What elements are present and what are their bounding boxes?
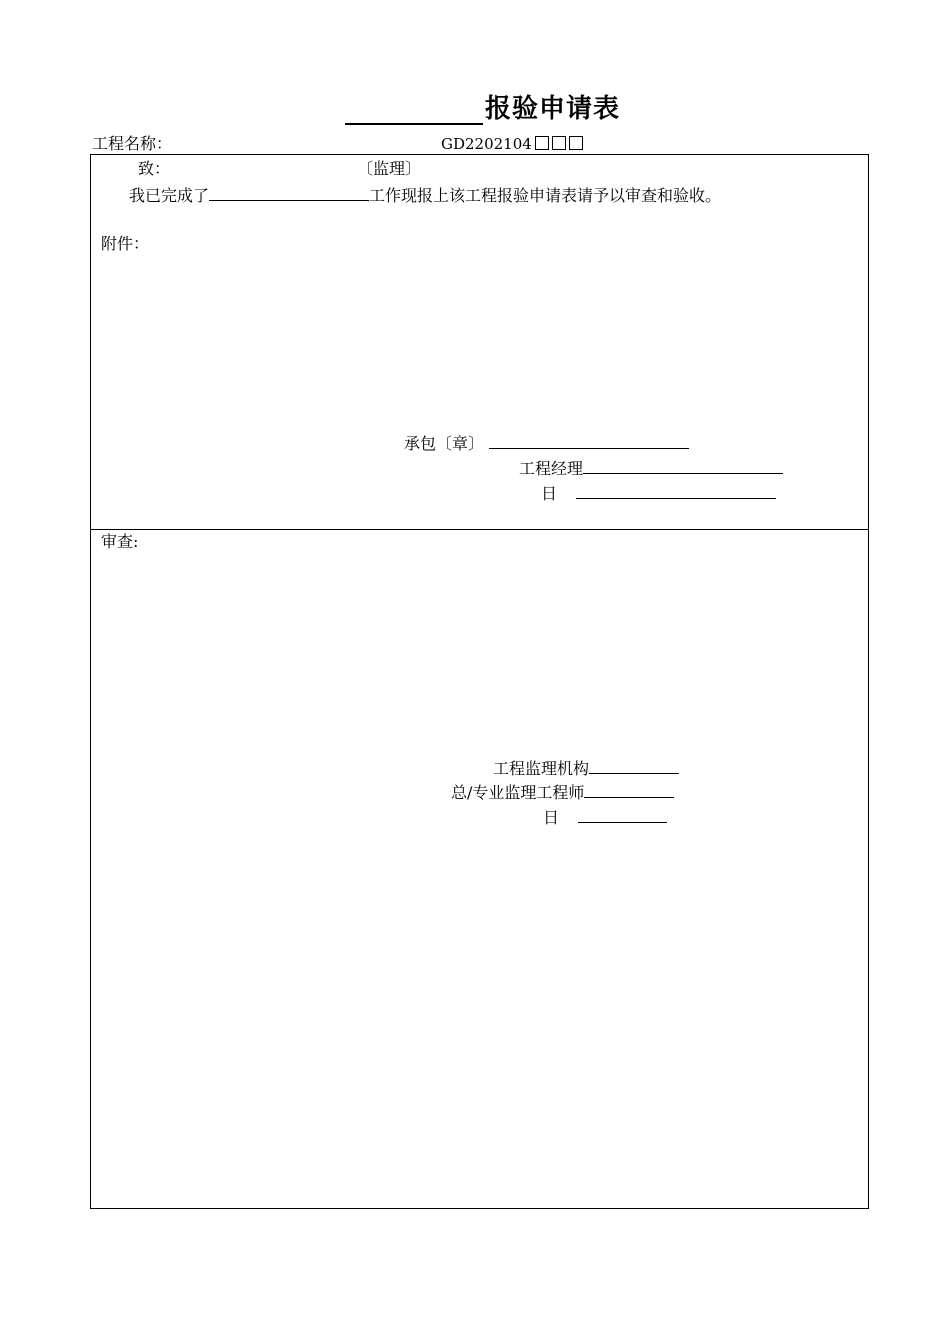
project-name-label: 工程名称： xyxy=(92,134,173,153)
supervision-org-label: 工程监理机构 xyxy=(493,759,590,778)
title-text: 报验申请表 xyxy=(485,94,621,124)
pm-signature-row xyxy=(519,457,783,479)
pm-label: 工程经理 xyxy=(519,459,584,478)
section1-date-label: 日 xyxy=(541,484,558,503)
review-label: 审查: xyxy=(101,532,139,551)
section1-date-blank[interactable] xyxy=(576,482,776,499)
title-blank-line[interactable] xyxy=(345,95,483,125)
section2-date-blank[interactable] xyxy=(578,806,667,823)
section-divider xyxy=(90,529,869,530)
form-title xyxy=(345,88,620,125)
statement-prefix: 我已完成了 xyxy=(129,186,210,205)
contractor-signature-row xyxy=(404,432,689,454)
form-code-text: GD2202104 xyxy=(441,135,532,153)
completion-statement xyxy=(129,184,721,206)
attachment-label: 附件： xyxy=(101,234,150,253)
supervisor-signature-blank[interactable] xyxy=(584,781,674,798)
contractor-label: 承包〔章〕 xyxy=(404,434,485,453)
work-item-blank[interactable] xyxy=(209,184,369,201)
supervisor-row xyxy=(451,781,674,803)
pm-signature-blank[interactable] xyxy=(583,457,783,474)
supervision-org-row xyxy=(493,757,679,779)
section2-date-row xyxy=(543,806,667,828)
section2-date-label: 日 xyxy=(543,808,560,827)
code-box-3[interactable] xyxy=(569,136,583,150)
to-recipient: 〔监理〕 xyxy=(357,159,422,178)
supervision-org-blank[interactable] xyxy=(589,757,679,774)
code-box-1[interactable] xyxy=(535,136,549,150)
form-frame xyxy=(90,154,869,1209)
to-label: 致： xyxy=(138,159,171,178)
form-code xyxy=(441,135,583,153)
statement-suffix: 工作现报上该工程报验申请表请予以审查和验收。 xyxy=(369,186,722,205)
supervisor-label: 总/专业监理工程师 xyxy=(451,783,585,802)
section1-date-row xyxy=(541,482,776,504)
code-box-2[interactable] xyxy=(552,136,566,150)
contractor-signature-blank[interactable] xyxy=(489,432,689,449)
